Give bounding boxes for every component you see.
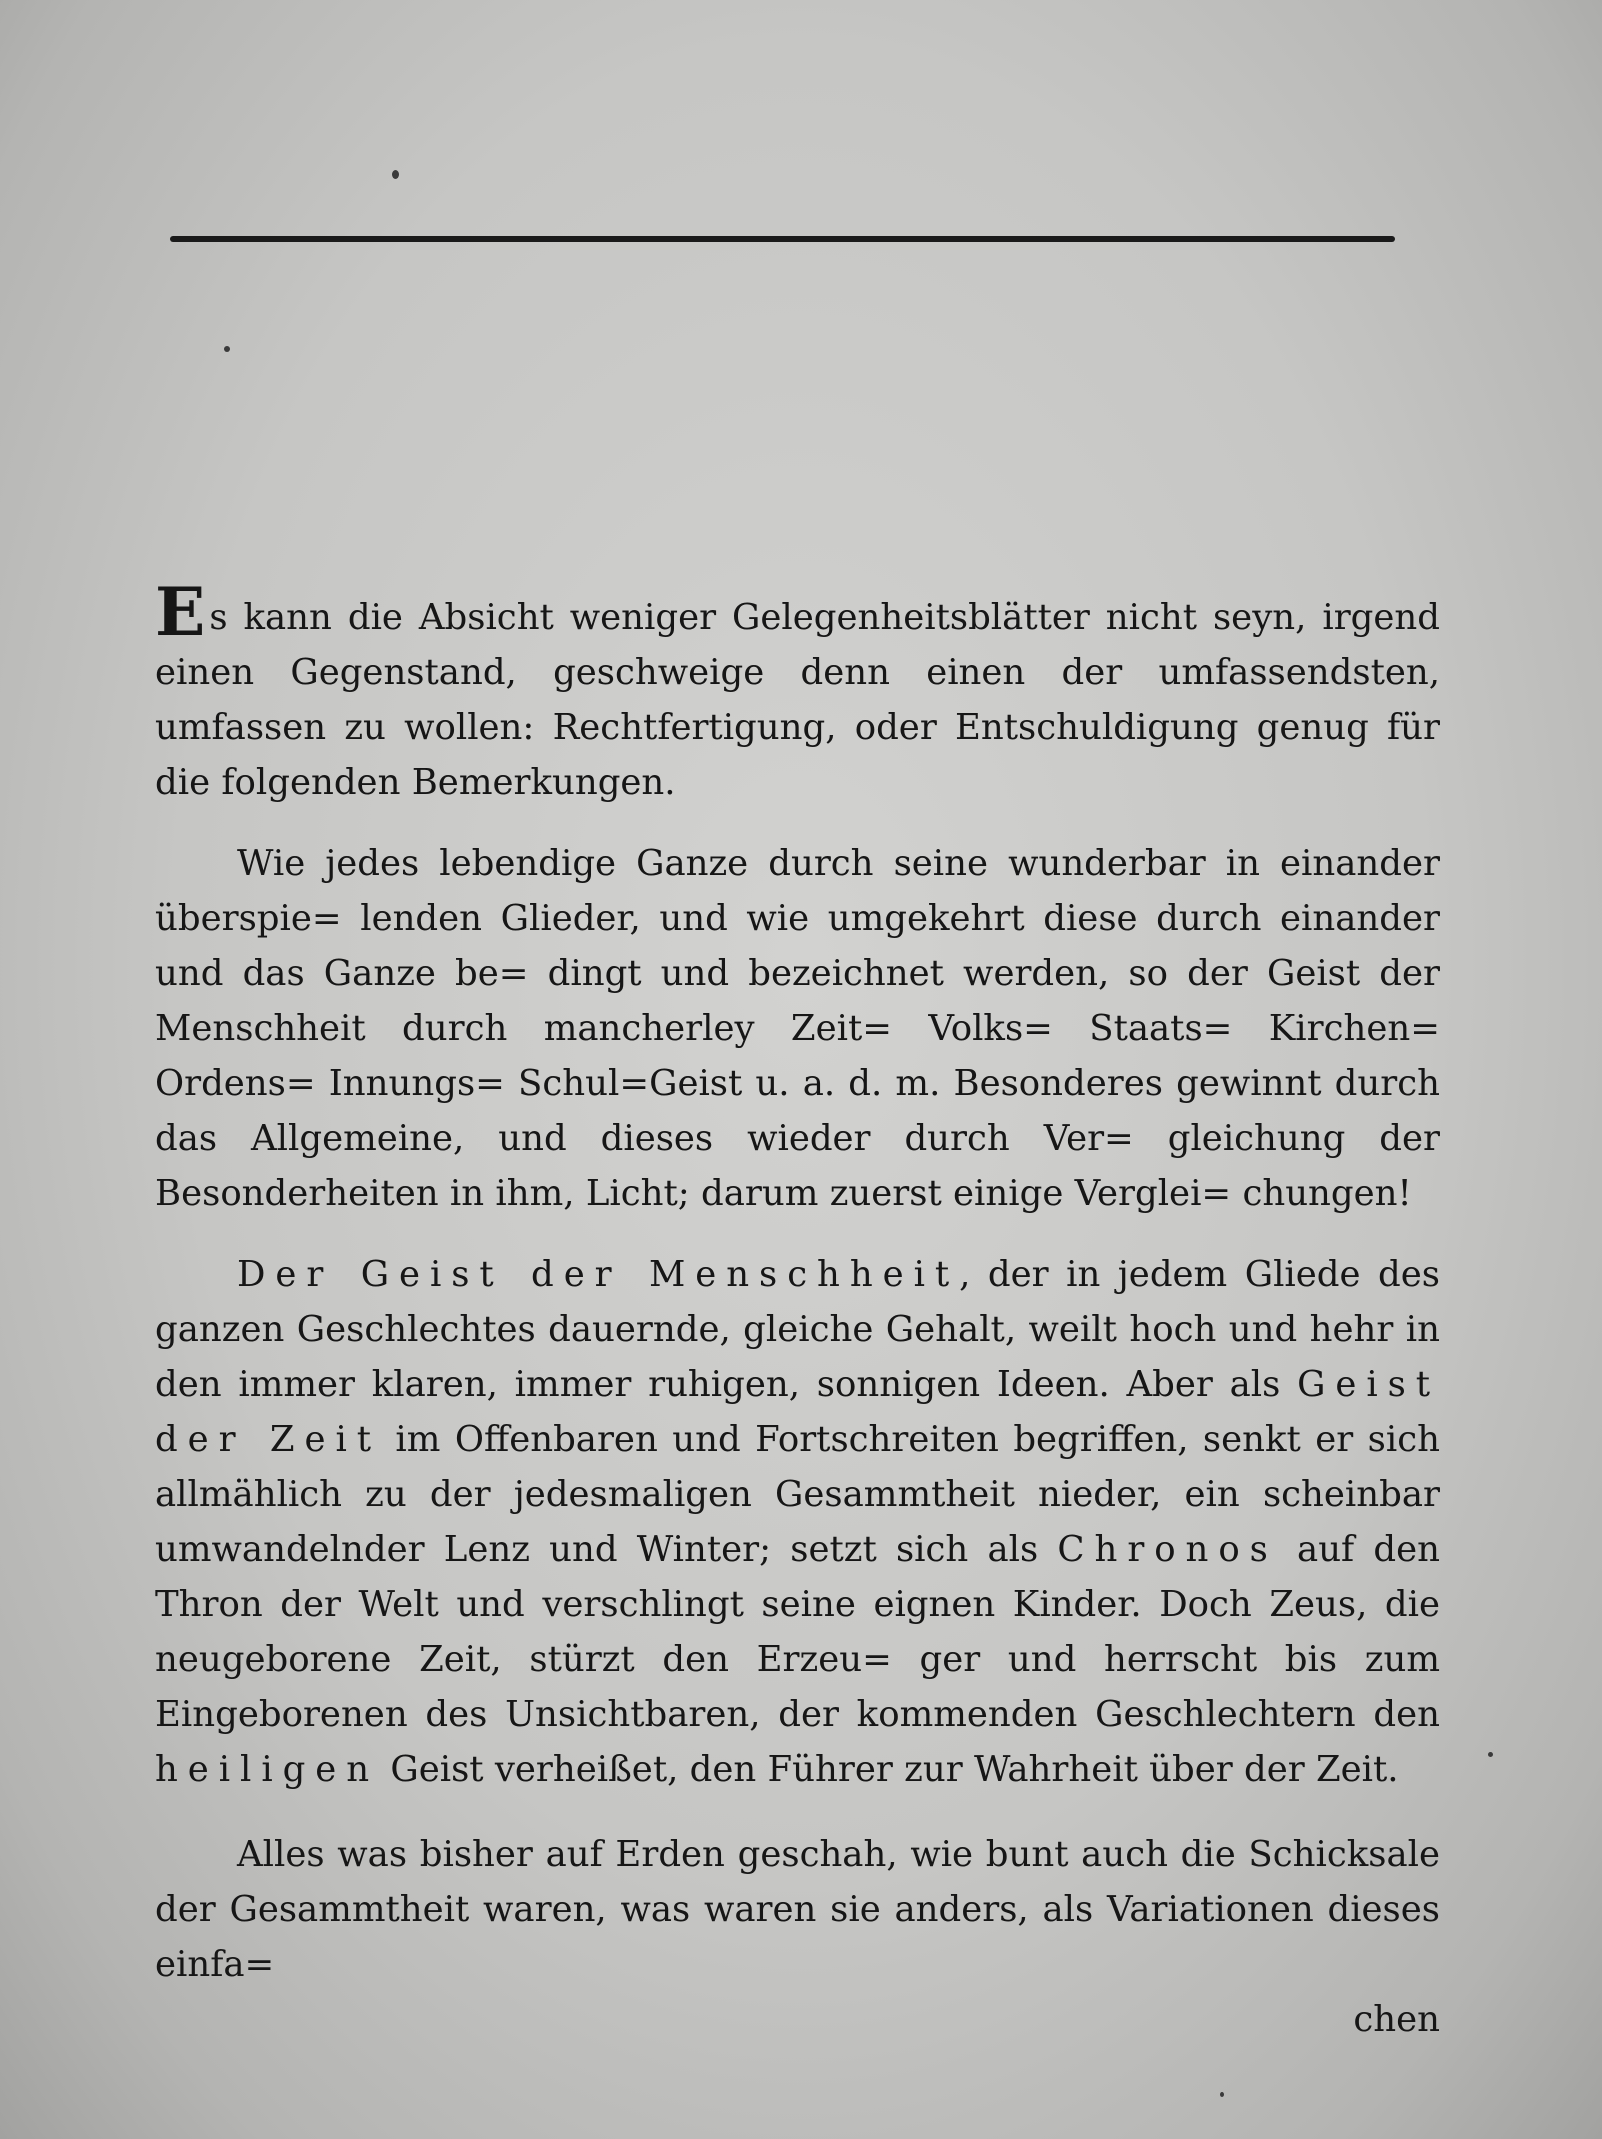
body-text: [155, 573, 1440, 2047]
paper-speck: [392, 170, 399, 179]
catchword: chen: [1353, 1999, 1440, 2040]
paragraph-2: Wie jedes lebendige Ganze durch seine wunderbar in einander überspie= lenden Glieder, und wie umgekehrt diese durch einander und das Ganze be= dingt und bezeichnet werden, so der Geist der Menschheit durch mancherley Zeit= Volks= Staats= Kirchen= Ordens= Innungs= Schul=Geist u. a. d. m. Besonderes gewinnt durch das Allgemeine, und dieses wieder durch Ver= gleichung der Besonderheiten in ihm, Licht; darum zuerst einige Verglei= chungen!: [155, 843, 1440, 1214]
spaced-term-heiligen: heiligen: [155, 1749, 380, 1790]
spaced-term-geist-der-zeit: Geist der Zeit: [155, 1364, 1440, 1460]
paragraph-3-text-b: im Offenbaren und Fortschreiten begriffen, senkt er sich allmählich zu der jedesmaligen Gesammtheit nieder, ein scheinbar umwandelnder Lenz und Winter; setzt sich als: [155, 1419, 1440, 1570]
header-rule: [170, 236, 1395, 242]
paragraph-3: [155, 1247, 1440, 1797]
paragraph-1-text: s kann die Absicht weniger Gelegenheitsblätter nicht seyn, irgend einen Gegenstand, geschweige denn einen der umfassendsten, umfassen zu wollen: Rechtfertigung, oder Entschuldigung genug für die folgenden Bemerkungen.: [155, 597, 1440, 803]
spaced-term-chronos: Chronos: [1057, 1529, 1278, 1570]
paper-speck: [1220, 2092, 1224, 2097]
paragraph-1: [155, 573, 1440, 810]
paragraph-3-text-c: auf den Thron der Welt und verschlingt seine eignen Kinder. Doch Zeus, die neugeborene Zeit, stürzt den Erzeu= ger und herrscht bis zum Eingeborenen des Unsichtbaren, der kommenden Geschlechtern den: [155, 1529, 1440, 1735]
paper-speck: [1488, 1752, 1493, 1757]
paragraph-3-text-a: , der in jedem Gliede des ganzen Geschlechtes dauernde, gleiche Gehalt, weilt hoch und hehr in den immer klaren, immer ruhigen, sonnigen Ideen. Aber als: [155, 1254, 1440, 1405]
paragraph-4: Alles was bisher auf Erden geschah, wie bunt auch die Schicksale der Gesammtheit waren, was waren sie anders, als Variationen dieses einfa=: [155, 1834, 1440, 1985]
paragraph-3-text-d: Geist verheißet, den Führer zur Wahrheit über der Zeit.: [379, 1749, 1399, 1790]
paper-speck: [224, 346, 230, 352]
drop-capital: E: [155, 573, 206, 651]
spaced-term-geist-der-menschheit: Der Geist der Menschheit: [237, 1254, 960, 1295]
